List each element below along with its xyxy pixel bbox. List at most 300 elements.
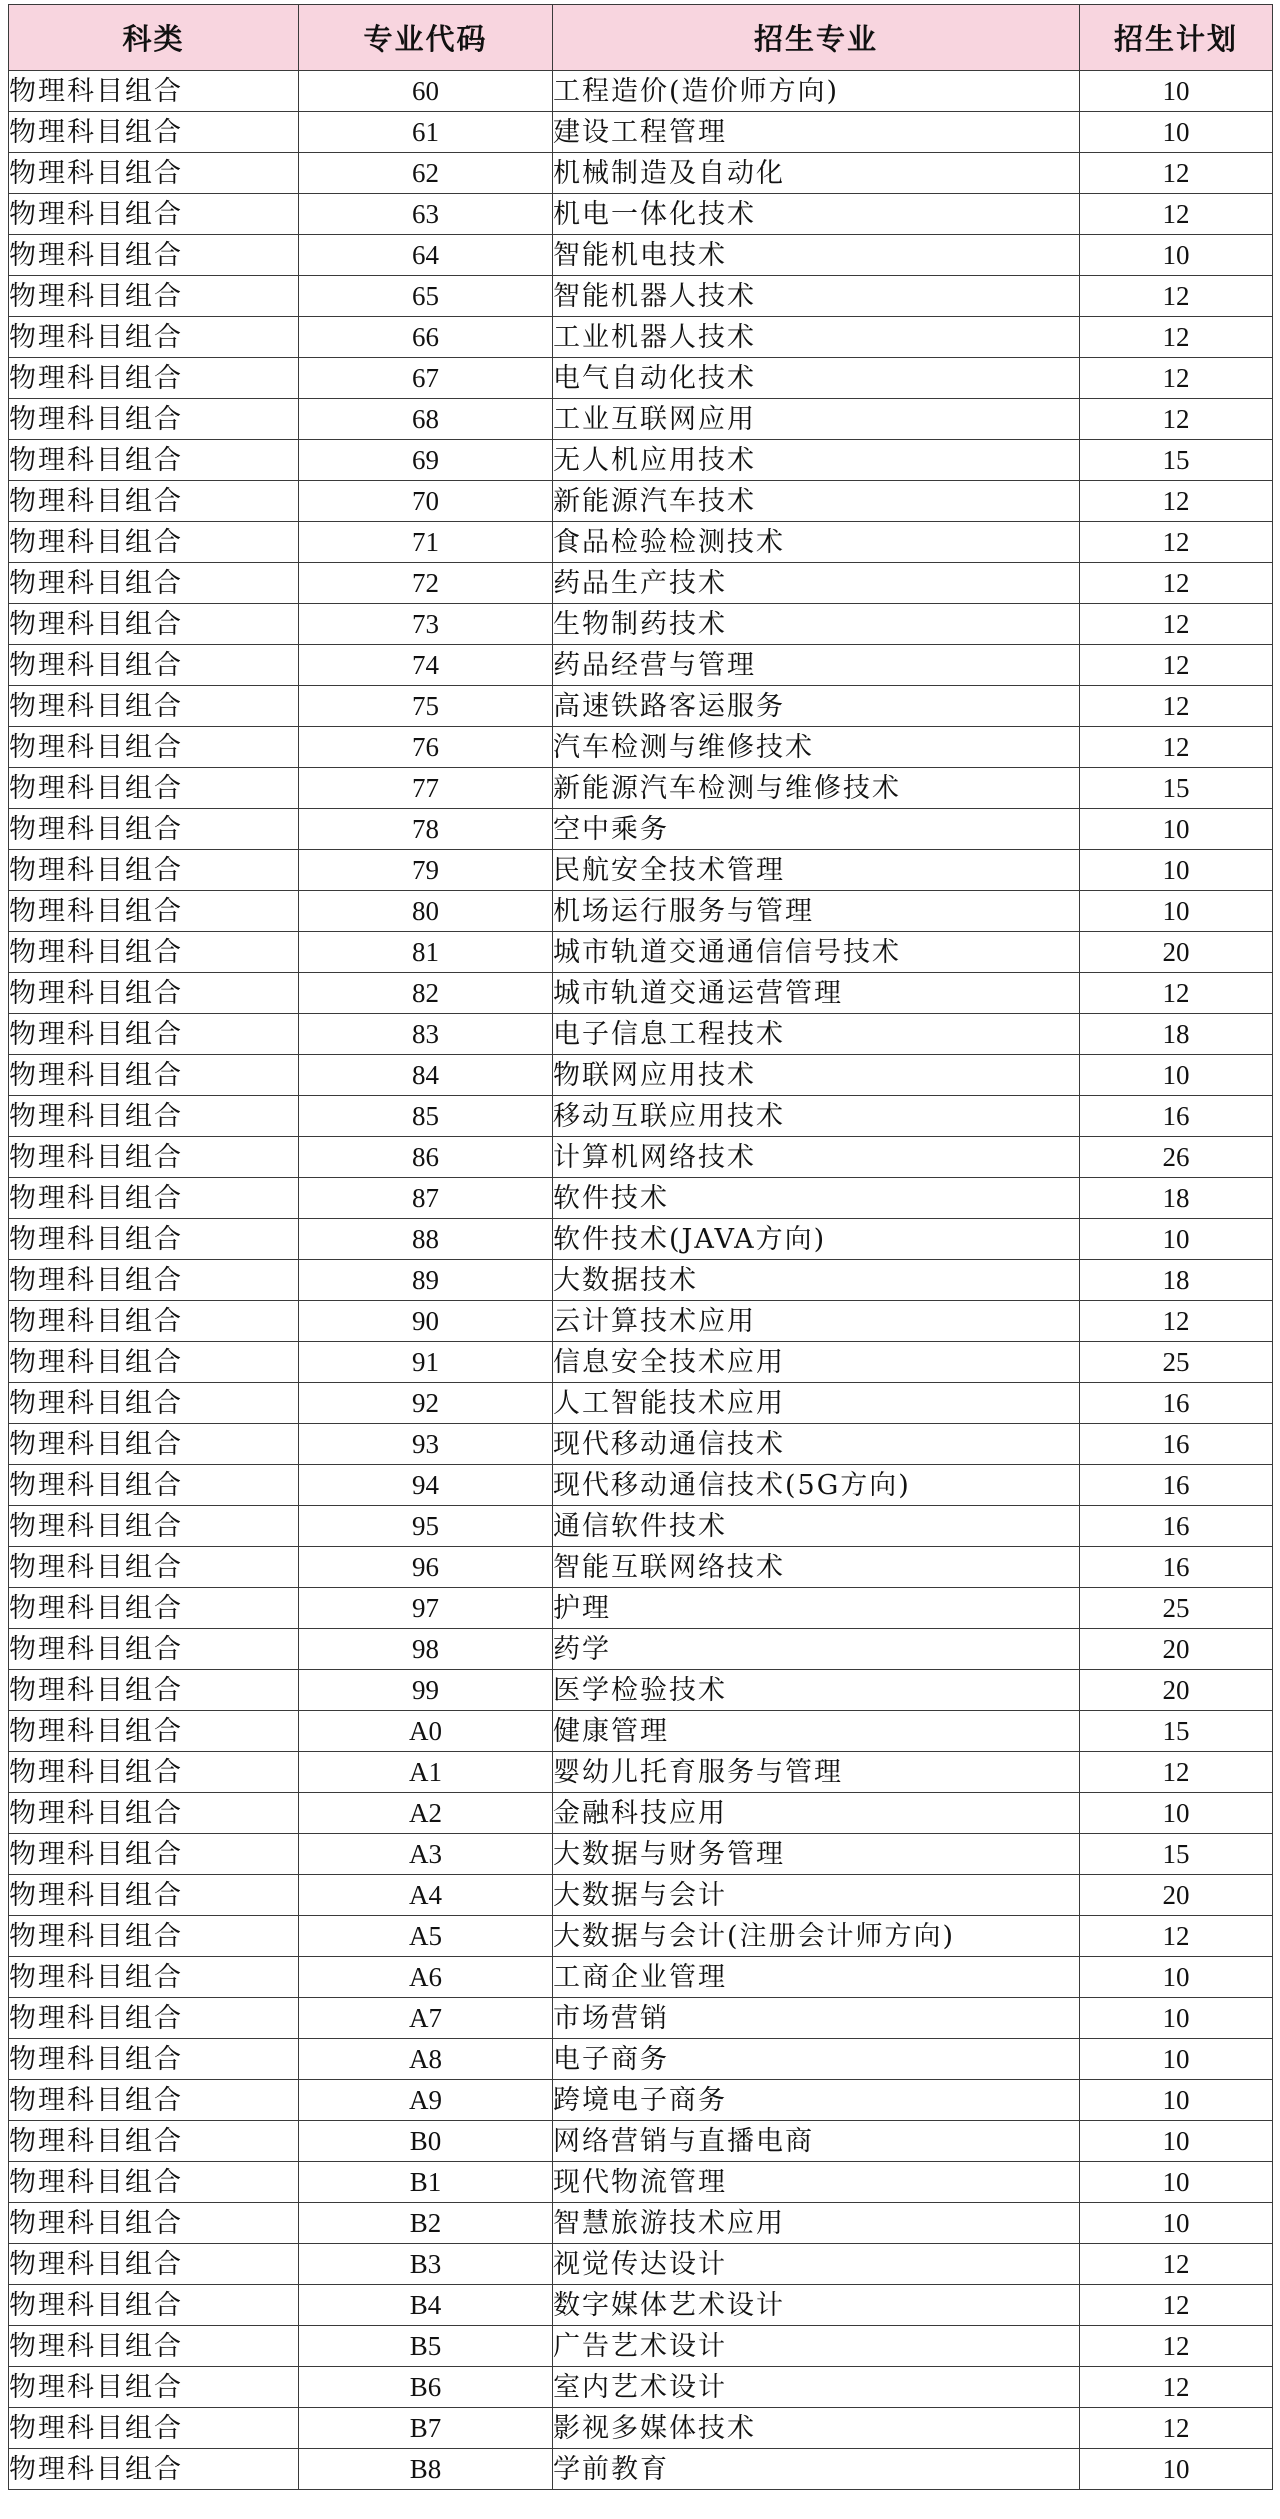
table-row bbox=[9, 563, 1273, 604]
cell-category: 物理科目组合 bbox=[9, 727, 299, 768]
cell-category: 物理科目组合 bbox=[9, 2326, 299, 2367]
cell-category: 物理科目组合 bbox=[9, 2080, 299, 2121]
cell-plan-count: 12 bbox=[1080, 1301, 1273, 1342]
cell-major-code: 75 bbox=[299, 686, 553, 727]
cell-category: 物理科目组合 bbox=[9, 2121, 299, 2162]
cell-major-code: A0 bbox=[299, 1711, 553, 1752]
cell-major-name: 食品检验检测技术 bbox=[553, 522, 1080, 563]
cell-category: 物理科目组合 bbox=[9, 1998, 299, 2039]
cell-major-code: 64 bbox=[299, 235, 553, 276]
cell-category: 物理科目组合 bbox=[9, 317, 299, 358]
cell-plan-count: 12 bbox=[1080, 522, 1273, 563]
cell-plan-count: 20 bbox=[1080, 1670, 1273, 1711]
table-row bbox=[9, 727, 1273, 768]
cell-plan-count: 16 bbox=[1080, 1383, 1273, 1424]
table-row bbox=[9, 604, 1273, 645]
cell-plan-count: 12 bbox=[1080, 153, 1273, 194]
cell-plan-count: 25 bbox=[1080, 1342, 1273, 1383]
cell-category: 物理科目组合 bbox=[9, 1875, 299, 1916]
cell-major-name: 民航安全技术管理 bbox=[553, 850, 1080, 891]
header-row bbox=[9, 5, 1273, 71]
cell-major-name: 婴幼儿托育服务与管理 bbox=[553, 1752, 1080, 1793]
table-row bbox=[9, 2162, 1273, 2203]
enrollment-plan-table bbox=[8, 4, 1273, 2490]
cell-category: 物理科目组合 bbox=[9, 1506, 299, 1547]
cell-major-name: 机电一体化技术 bbox=[553, 194, 1080, 235]
cell-major-name: 药品生产技术 bbox=[553, 563, 1080, 604]
cell-major-name: 工程造价(造价师方向) bbox=[553, 71, 1080, 112]
cell-category: 物理科目组合 bbox=[9, 153, 299, 194]
cell-plan-count: 10 bbox=[1080, 891, 1273, 932]
cell-category: 物理科目组合 bbox=[9, 1752, 299, 1793]
cell-major-code: A5 bbox=[299, 1916, 553, 1957]
cell-category: 物理科目组合 bbox=[9, 522, 299, 563]
cell-major-code: A8 bbox=[299, 2039, 553, 2080]
cell-major-code: 99 bbox=[299, 1670, 553, 1711]
cell-plan-count: 12 bbox=[1080, 276, 1273, 317]
cell-major-code: 92 bbox=[299, 1383, 553, 1424]
cell-plan-count: 12 bbox=[1080, 358, 1273, 399]
cell-major-code: 80 bbox=[299, 891, 553, 932]
cell-plan-count: 10 bbox=[1080, 112, 1273, 153]
table-row bbox=[9, 1793, 1273, 1834]
cell-category: 物理科目组合 bbox=[9, 932, 299, 973]
cell-category: 物理科目组合 bbox=[9, 1301, 299, 1342]
cell-category: 物理科目组合 bbox=[9, 2367, 299, 2408]
cell-plan-count: 10 bbox=[1080, 2162, 1273, 2203]
cell-major-name: 智能互联网络技术 bbox=[553, 1547, 1080, 1588]
cell-major-name: 大数据与会计(注册会计师方向) bbox=[553, 1916, 1080, 1957]
cell-plan-count: 10 bbox=[1080, 235, 1273, 276]
table-row bbox=[9, 1506, 1273, 1547]
cell-plan-count: 10 bbox=[1080, 809, 1273, 850]
cell-major-name: 大数据与财务管理 bbox=[553, 1834, 1080, 1875]
table-row bbox=[9, 2408, 1273, 2449]
cell-major-name: 大数据技术 bbox=[553, 1260, 1080, 1301]
cell-plan-count: 12 bbox=[1080, 686, 1273, 727]
table-row bbox=[9, 235, 1273, 276]
cell-major-code: A7 bbox=[299, 1998, 553, 2039]
cell-major-code: B6 bbox=[299, 2367, 553, 2408]
cell-plan-count: 10 bbox=[1080, 2121, 1273, 2162]
cell-category: 物理科目组合 bbox=[9, 686, 299, 727]
table-row bbox=[9, 1834, 1273, 1875]
cell-major-code: 70 bbox=[299, 481, 553, 522]
table-row bbox=[9, 1916, 1273, 1957]
cell-category: 物理科目组合 bbox=[9, 1629, 299, 1670]
cell-category: 物理科目组合 bbox=[9, 440, 299, 481]
header-major-name: 招生专业 bbox=[553, 5, 1080, 71]
cell-major-name: 移动互联应用技术 bbox=[553, 1096, 1080, 1137]
cell-plan-count: 18 bbox=[1080, 1014, 1273, 1055]
cell-major-code: B7 bbox=[299, 2408, 553, 2449]
table-row bbox=[9, 1998, 1273, 2039]
table-row bbox=[9, 399, 1273, 440]
table-row bbox=[9, 1178, 1273, 1219]
cell-major-name: 空中乘务 bbox=[553, 809, 1080, 850]
cell-category: 物理科目组合 bbox=[9, 1178, 299, 1219]
cell-major-code: 93 bbox=[299, 1424, 553, 1465]
cell-category: 物理科目组合 bbox=[9, 891, 299, 932]
cell-major-code: 81 bbox=[299, 932, 553, 973]
cell-major-name: 电子信息工程技术 bbox=[553, 1014, 1080, 1055]
cell-major-code: 61 bbox=[299, 112, 553, 153]
cell-major-name: 视觉传达设计 bbox=[553, 2244, 1080, 2285]
table-body bbox=[9, 71, 1273, 2490]
table-row bbox=[9, 2326, 1273, 2367]
cell-major-name: 信息安全技术应用 bbox=[553, 1342, 1080, 1383]
table-row bbox=[9, 2244, 1273, 2285]
cell-major-code: 69 bbox=[299, 440, 553, 481]
cell-major-name: 广告艺术设计 bbox=[553, 2326, 1080, 2367]
cell-plan-count: 12 bbox=[1080, 399, 1273, 440]
cell-major-name: 电气自动化技术 bbox=[553, 358, 1080, 399]
cell-major-name: 智能机电技术 bbox=[553, 235, 1080, 276]
cell-major-code: 68 bbox=[299, 399, 553, 440]
cell-major-code: 63 bbox=[299, 194, 553, 235]
table-row bbox=[9, 1055, 1273, 1096]
cell-major-code: 60 bbox=[299, 71, 553, 112]
cell-category: 物理科目组合 bbox=[9, 1547, 299, 1588]
cell-major-name: 大数据与会计 bbox=[553, 1875, 1080, 1916]
cell-major-code: 86 bbox=[299, 1137, 553, 1178]
cell-plan-count: 10 bbox=[1080, 2449, 1273, 2490]
cell-plan-count: 12 bbox=[1080, 645, 1273, 686]
cell-major-code: 88 bbox=[299, 1219, 553, 1260]
cell-major-code: 71 bbox=[299, 522, 553, 563]
cell-major-name: 城市轨道交通运营管理 bbox=[553, 973, 1080, 1014]
table-row bbox=[9, 809, 1273, 850]
cell-plan-count: 10 bbox=[1080, 1219, 1273, 1260]
cell-major-name: 城市轨道交通通信信号技术 bbox=[553, 932, 1080, 973]
cell-plan-count: 10 bbox=[1080, 2080, 1273, 2121]
cell-major-code: 97 bbox=[299, 1588, 553, 1629]
cell-major-code: A3 bbox=[299, 1834, 553, 1875]
table-row bbox=[9, 768, 1273, 809]
cell-plan-count: 10 bbox=[1080, 71, 1273, 112]
table-row bbox=[9, 2367, 1273, 2408]
cell-major-name: 高速铁路客运服务 bbox=[553, 686, 1080, 727]
cell-major-name: 软件技术 bbox=[553, 1178, 1080, 1219]
cell-major-name: 云计算技术应用 bbox=[553, 1301, 1080, 1342]
cell-category: 物理科目组合 bbox=[9, 1219, 299, 1260]
cell-category: 物理科目组合 bbox=[9, 563, 299, 604]
cell-plan-count: 16 bbox=[1080, 1424, 1273, 1465]
cell-major-name: 室内艺术设计 bbox=[553, 2367, 1080, 2408]
cell-major-code: A9 bbox=[299, 2080, 553, 2121]
cell-major-name: 人工智能技术应用 bbox=[553, 1383, 1080, 1424]
cell-plan-count: 10 bbox=[1080, 1998, 1273, 2039]
table-row bbox=[9, 973, 1273, 1014]
cell-category: 物理科目组合 bbox=[9, 276, 299, 317]
cell-major-code: 83 bbox=[299, 1014, 553, 1055]
cell-major-name: 金融科技应用 bbox=[553, 1793, 1080, 1834]
cell-category: 物理科目组合 bbox=[9, 1465, 299, 1506]
table-row bbox=[9, 276, 1273, 317]
cell-major-code: 79 bbox=[299, 850, 553, 891]
cell-major-name: 工业互联网应用 bbox=[553, 399, 1080, 440]
cell-category: 物理科目组合 bbox=[9, 604, 299, 645]
cell-major-name: 机械制造及自动化 bbox=[553, 153, 1080, 194]
cell-plan-count: 15 bbox=[1080, 768, 1273, 809]
table-row bbox=[9, 1875, 1273, 1916]
cell-major-name: 影视多媒体技术 bbox=[553, 2408, 1080, 2449]
cell-major-code: B0 bbox=[299, 2121, 553, 2162]
cell-plan-count: 20 bbox=[1080, 1875, 1273, 1916]
cell-category: 物理科目组合 bbox=[9, 1055, 299, 1096]
cell-category: 物理科目组合 bbox=[9, 2449, 299, 2490]
cell-major-code: 67 bbox=[299, 358, 553, 399]
cell-category: 物理科目组合 bbox=[9, 973, 299, 1014]
cell-plan-count: 12 bbox=[1080, 194, 1273, 235]
cell-major-name: 护理 bbox=[553, 1588, 1080, 1629]
table-row bbox=[9, 1629, 1273, 1670]
cell-major-name: 学前教育 bbox=[553, 2449, 1080, 2490]
cell-plan-count: 15 bbox=[1080, 1711, 1273, 1752]
cell-plan-count: 10 bbox=[1080, 2203, 1273, 2244]
table-row bbox=[9, 1260, 1273, 1301]
cell-major-name: 医学检验技术 bbox=[553, 1670, 1080, 1711]
cell-major-code: B8 bbox=[299, 2449, 553, 2490]
cell-category: 物理科目组合 bbox=[9, 235, 299, 276]
table-row bbox=[9, 1670, 1273, 1711]
cell-category: 物理科目组合 bbox=[9, 2408, 299, 2449]
cell-plan-count: 16 bbox=[1080, 1547, 1273, 1588]
cell-category: 物理科目组合 bbox=[9, 1137, 299, 1178]
cell-category: 物理科目组合 bbox=[9, 1588, 299, 1629]
cell-major-name: 新能源汽车检测与维修技术 bbox=[553, 768, 1080, 809]
cell-major-code: 77 bbox=[299, 768, 553, 809]
table-row bbox=[9, 1301, 1273, 1342]
cell-major-code: 62 bbox=[299, 153, 553, 194]
cell-major-code: 91 bbox=[299, 1342, 553, 1383]
cell-major-name: 电子商务 bbox=[553, 2039, 1080, 2080]
cell-major-code: A2 bbox=[299, 1793, 553, 1834]
cell-plan-count: 18 bbox=[1080, 1178, 1273, 1219]
cell-category: 物理科目组合 bbox=[9, 1342, 299, 1383]
cell-major-code: B2 bbox=[299, 2203, 553, 2244]
table-row bbox=[9, 1424, 1273, 1465]
cell-major-code: A6 bbox=[299, 1957, 553, 1998]
cell-plan-count: 15 bbox=[1080, 1834, 1273, 1875]
cell-category: 物理科目组合 bbox=[9, 645, 299, 686]
cell-major-name: 生物制药技术 bbox=[553, 604, 1080, 645]
cell-plan-count: 12 bbox=[1080, 1916, 1273, 1957]
cell-category: 物理科目组合 bbox=[9, 1711, 299, 1752]
header-plan-count: 招生计划 bbox=[1080, 5, 1273, 71]
cell-category: 物理科目组合 bbox=[9, 71, 299, 112]
cell-plan-count: 12 bbox=[1080, 2408, 1273, 2449]
cell-category: 物理科目组合 bbox=[9, 768, 299, 809]
cell-plan-count: 12 bbox=[1080, 973, 1273, 1014]
cell-major-code: 84 bbox=[299, 1055, 553, 1096]
cell-plan-count: 10 bbox=[1080, 1793, 1273, 1834]
cell-category: 物理科目组合 bbox=[9, 2244, 299, 2285]
cell-category: 物理科目组合 bbox=[9, 1260, 299, 1301]
table-row bbox=[9, 1383, 1273, 1424]
cell-category: 物理科目组合 bbox=[9, 1424, 299, 1465]
cell-category: 物理科目组合 bbox=[9, 1014, 299, 1055]
cell-major-code: 85 bbox=[299, 1096, 553, 1137]
cell-plan-count: 12 bbox=[1080, 317, 1273, 358]
cell-category: 物理科目组合 bbox=[9, 358, 299, 399]
table-row bbox=[9, 1465, 1273, 1506]
table-row bbox=[9, 1137, 1273, 1178]
cell-major-code: 74 bbox=[299, 645, 553, 686]
table-row bbox=[9, 645, 1273, 686]
cell-major-name: 智慧旅游技术应用 bbox=[553, 2203, 1080, 2244]
cell-category: 物理科目组合 bbox=[9, 1670, 299, 1711]
cell-major-name: 机场运行服务与管理 bbox=[553, 891, 1080, 932]
table-row bbox=[9, 358, 1273, 399]
cell-category: 物理科目组合 bbox=[9, 112, 299, 153]
table-row bbox=[9, 1752, 1273, 1793]
cell-plan-count: 10 bbox=[1080, 850, 1273, 891]
cell-major-code: A1 bbox=[299, 1752, 553, 1793]
cell-plan-count: 16 bbox=[1080, 1506, 1273, 1547]
cell-category: 物理科目组合 bbox=[9, 1957, 299, 1998]
cell-plan-count: 15 bbox=[1080, 440, 1273, 481]
cell-category: 物理科目组合 bbox=[9, 2039, 299, 2080]
cell-plan-count: 12 bbox=[1080, 2367, 1273, 2408]
cell-category: 物理科目组合 bbox=[9, 1793, 299, 1834]
cell-major-name: 现代物流管理 bbox=[553, 2162, 1080, 2203]
cell-category: 物理科目组合 bbox=[9, 1096, 299, 1137]
cell-major-code: 72 bbox=[299, 563, 553, 604]
table-row bbox=[9, 194, 1273, 235]
cell-plan-count: 10 bbox=[1080, 1957, 1273, 1998]
cell-major-name: 工业机器人技术 bbox=[553, 317, 1080, 358]
table-row bbox=[9, 481, 1273, 522]
cell-category: 物理科目组合 bbox=[9, 809, 299, 850]
cell-major-name: 新能源汽车技术 bbox=[553, 481, 1080, 522]
cell-plan-count: 25 bbox=[1080, 1588, 1273, 1629]
cell-major-code: 98 bbox=[299, 1629, 553, 1670]
cell-category: 物理科目组合 bbox=[9, 2285, 299, 2326]
cell-major-code: 96 bbox=[299, 1547, 553, 1588]
cell-plan-count: 12 bbox=[1080, 604, 1273, 645]
table-row bbox=[9, 2039, 1273, 2080]
table-row bbox=[9, 1711, 1273, 1752]
cell-category: 物理科目组合 bbox=[9, 1916, 299, 1957]
table-row bbox=[9, 2449, 1273, 2490]
cell-major-code: B1 bbox=[299, 2162, 553, 2203]
table-row bbox=[9, 932, 1273, 973]
cell-major-name: 数字媒体艺术设计 bbox=[553, 2285, 1080, 2326]
cell-major-name: 健康管理 bbox=[553, 1711, 1080, 1752]
cell-plan-count: 16 bbox=[1080, 1465, 1273, 1506]
table-row bbox=[9, 1957, 1273, 1998]
cell-major-name: 现代移动通信技术(5G方向) bbox=[553, 1465, 1080, 1506]
table-row bbox=[9, 522, 1273, 563]
cell-major-name: 工商企业管理 bbox=[553, 1957, 1080, 1998]
cell-category: 物理科目组合 bbox=[9, 1383, 299, 1424]
cell-major-code: 78 bbox=[299, 809, 553, 850]
cell-major-name: 市场营销 bbox=[553, 1998, 1080, 2039]
cell-plan-count: 18 bbox=[1080, 1260, 1273, 1301]
table-row bbox=[9, 891, 1273, 932]
table-row bbox=[9, 2203, 1273, 2244]
table-row bbox=[9, 1096, 1273, 1137]
cell-major-name: 无人机应用技术 bbox=[553, 440, 1080, 481]
cell-plan-count: 12 bbox=[1080, 563, 1273, 604]
cell-major-name: 网络营销与直播电商 bbox=[553, 2121, 1080, 2162]
cell-plan-count: 16 bbox=[1080, 1096, 1273, 1137]
cell-major-code: 90 bbox=[299, 1301, 553, 1342]
cell-major-code: 94 bbox=[299, 1465, 553, 1506]
table-row bbox=[9, 686, 1273, 727]
cell-major-name: 计算机网络技术 bbox=[553, 1137, 1080, 1178]
table-row bbox=[9, 2080, 1273, 2121]
cell-major-code: 82 bbox=[299, 973, 553, 1014]
cell-major-name: 物联网应用技术 bbox=[553, 1055, 1080, 1096]
cell-category: 物理科目组合 bbox=[9, 850, 299, 891]
cell-major-name: 建设工程管理 bbox=[553, 112, 1080, 153]
cell-major-name: 软件技术(JAVA方向) bbox=[553, 1219, 1080, 1260]
table-row bbox=[9, 440, 1273, 481]
cell-plan-count: 12 bbox=[1080, 2285, 1273, 2326]
cell-category: 物理科目组合 bbox=[9, 481, 299, 522]
cell-plan-count: 12 bbox=[1080, 481, 1273, 522]
cell-plan-count: 10 bbox=[1080, 2039, 1273, 2080]
table-row bbox=[9, 2121, 1273, 2162]
table-row bbox=[9, 1014, 1273, 1055]
table-row bbox=[9, 71, 1273, 112]
cell-major-name: 现代移动通信技术 bbox=[553, 1424, 1080, 1465]
table-row bbox=[9, 850, 1273, 891]
cell-plan-count: 12 bbox=[1080, 2326, 1273, 2367]
cell-plan-count: 12 bbox=[1080, 1752, 1273, 1793]
cell-major-code: 73 bbox=[299, 604, 553, 645]
cell-plan-count: 12 bbox=[1080, 727, 1273, 768]
cell-major-name: 通信软件技术 bbox=[553, 1506, 1080, 1547]
cell-major-code: 89 bbox=[299, 1260, 553, 1301]
table-row bbox=[9, 317, 1273, 358]
cell-major-name: 智能机器人技术 bbox=[553, 276, 1080, 317]
cell-plan-count: 10 bbox=[1080, 1055, 1273, 1096]
cell-plan-count: 20 bbox=[1080, 1629, 1273, 1670]
table-row bbox=[9, 112, 1273, 153]
cell-category: 物理科目组合 bbox=[9, 194, 299, 235]
cell-major-code: B3 bbox=[299, 2244, 553, 2285]
header-category: 科类 bbox=[9, 5, 299, 71]
cell-major-code: 66 bbox=[299, 317, 553, 358]
cell-major-code: A4 bbox=[299, 1875, 553, 1916]
cell-major-name: 汽车检测与维修技术 bbox=[553, 727, 1080, 768]
cell-major-name: 药学 bbox=[553, 1629, 1080, 1670]
table-row bbox=[9, 153, 1273, 194]
cell-category: 物理科目组合 bbox=[9, 2203, 299, 2244]
table-row bbox=[9, 2285, 1273, 2326]
cell-plan-count: 20 bbox=[1080, 932, 1273, 973]
cell-major-name: 药品经营与管理 bbox=[553, 645, 1080, 686]
cell-plan-count: 12 bbox=[1080, 2244, 1273, 2285]
cell-major-code: 65 bbox=[299, 276, 553, 317]
table-row bbox=[9, 1219, 1273, 1260]
cell-major-name: 跨境电子商务 bbox=[553, 2080, 1080, 2121]
table-row bbox=[9, 1342, 1273, 1383]
header-major-code: 专业代码 bbox=[299, 5, 553, 71]
cell-major-code: 76 bbox=[299, 727, 553, 768]
cell-major-code: B5 bbox=[299, 2326, 553, 2367]
cell-category: 物理科目组合 bbox=[9, 399, 299, 440]
table-row bbox=[9, 1588, 1273, 1629]
cell-major-code: 87 bbox=[299, 1178, 553, 1219]
table-row bbox=[9, 1547, 1273, 1588]
cell-plan-count: 26 bbox=[1080, 1137, 1273, 1178]
cell-major-code: B4 bbox=[299, 2285, 553, 2326]
table-header bbox=[9, 5, 1273, 71]
